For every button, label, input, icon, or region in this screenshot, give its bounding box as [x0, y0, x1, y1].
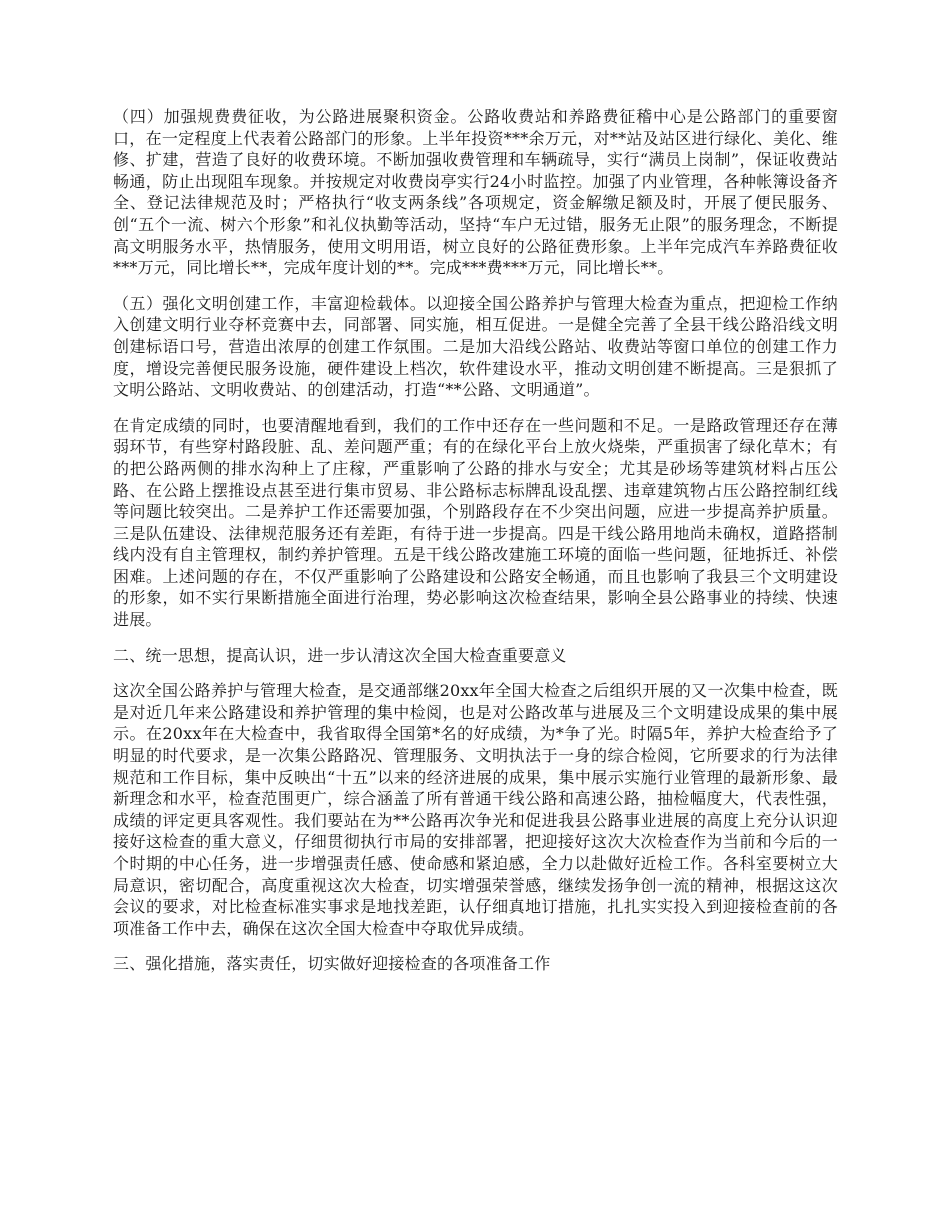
document-page — [113, 106, 838, 989]
paragraph-problems: 在肯定成绩的同时，也要清醒地看到，我们的工作中还存在一些问题和不足。一是路政管理还存在薄弱环节，有些穿村路段脏、乱、差问题严重；有的在绿化平台上放火烧柴，严重损害了绿化草木；有的把公路两侧的排水沟种上了庄稼，严重影响了公路的排水与安全；尤其是砂场等建筑材料占压公路、在公路上摆推设点甚至进行集市贸易、非公路标志标牌乱设乱摆、违章建筑物占压公路控制红线等问题比较突出。二是养护工作还需要加强，个别路段存在不少突出问题，应进一步提高养护质量。三是队伍建设、法律规范服务还有差距，有待于进一步提高。四是干线公路用地尚未确权，道路搭制线内没有自主管理权，制约养护管理。五是干线公路改建施工环境的面临一些问题，征地拆迁、补偿困难。上述问题的存在，不仅严重影响了公路建设和公路安全畅通，而且也影响了我县三个文明建设的形象，如不实行果断措施全面进行治理，势必影响这次检查结果，影响全县公路事业的持续、快速进展。 — [113, 415, 838, 630]
section-heading-3: 三、强化措施，落实责任，切实做好迎接检查的各项准备工作 — [113, 954, 551, 974]
paragraph-civilization-building: （五）强化文明创建工作，丰富迎检载体。以迎接全国公路养护与管理大检查为重点，把迎检工作纳入创建文明行业夺杯竞赛中去，同部署、同实施，相互促进。一是健全完善了全县干线公路沿线文明创建标语口号，营造出浓厚的创建工作氛围。二是加大沿线公路站、收费站等窗口单位的创建工作力度，增设完善便民服务设施，硬件建设上档次，软件建设水平，推动文明创建不断提高。三是狠抓了文明公路站、文明收费站、的创建活动，打造“**公路、文明通道”。 — [113, 293, 838, 400]
section-heading-2: 二、统一思想，提高认识，进一步认清这次全国大检查重要意义 — [113, 645, 567, 665]
paragraph-inspection-significance: 这次全国公路养护与管理大检查，是交通部继20xx年全国大检查之后组织开展的又一次集中检查，既是对近几年来公路建设和养护管理的集中检阅，也是对公路改革与进展及三个文明建设成果的集中展示。在20xx年在大检查中，我省取得全国第*名的好成绩，为*争了光。时隔5年，养护大检查给予了明显的时代要求，是一次集公路路况、管理服务、文明执法于一身的综合检阅，它所要求的行为法律规范和工作目标，集中反映出“十五”以来的经济进展的成果，集中展示实施行业管理的最新形象、最新理念和水平，检查范围更广，综合涵盖了所有普通干线公路和高速公路，抽检幅度大，代表性强，成绩的评定更具客观性。我们要站在为**公路再次争光和促进我县公路事业进展的高度上充分认识迎接好这检查的重大意义，仔细贯彻执行市局的安排部署，把迎接好这次大次检查作为当前和今后的一个时期的中心任务，进一步增强责任感、使命感和紧迫感，全力以赴做好近检工作。各科室要树立大局意识，密切配合，高度重视这次大检查，切实增强荣誉感，继续发扬争创一流的精神，根据这这次会议的要求，对比检查标准实事求是地找差距，认仔细真地订措施，扎扎实实投入到迎接检查前的各项准备工作中去，确保在这次全国大检查中夺取优异成绩。 — [113, 681, 838, 938]
paragraph-fee-collection: （四）加强规费费征收，为公路进展聚积资金。公路收费站和养路费征稽中心是公路部门的重要窗口，在一定程度上代表着公路部门的形象。上半年投资***余万元，对**站及站区进行绿化、美化、维修、扩建，营造了良好的收费环境。不断加强收费管理和车辆疏导，实行“满员上岗制”，保证收费站畅通，防止出现阻车现象。并按规定对收费岗亭实行24小时监控。加强了内业管理，各种帐簿设备齐全、登记法律规范及时；严格执行“收支两条线”各项规定，资金解缴足额及时，开展了便民服务、创“五个一流、树六个形象”和礼仪执勤等活动，坚持“车户无过错，服务无止限”的服务理念，不断提高文明服务水平，热情服务，使用文明用语，树立良好的公路征费形象。上半年完成汽车养路费征收***万元，同比增长**，完成年度计划的**。完成***费***万元，同比增长**。 — [113, 107, 838, 278]
